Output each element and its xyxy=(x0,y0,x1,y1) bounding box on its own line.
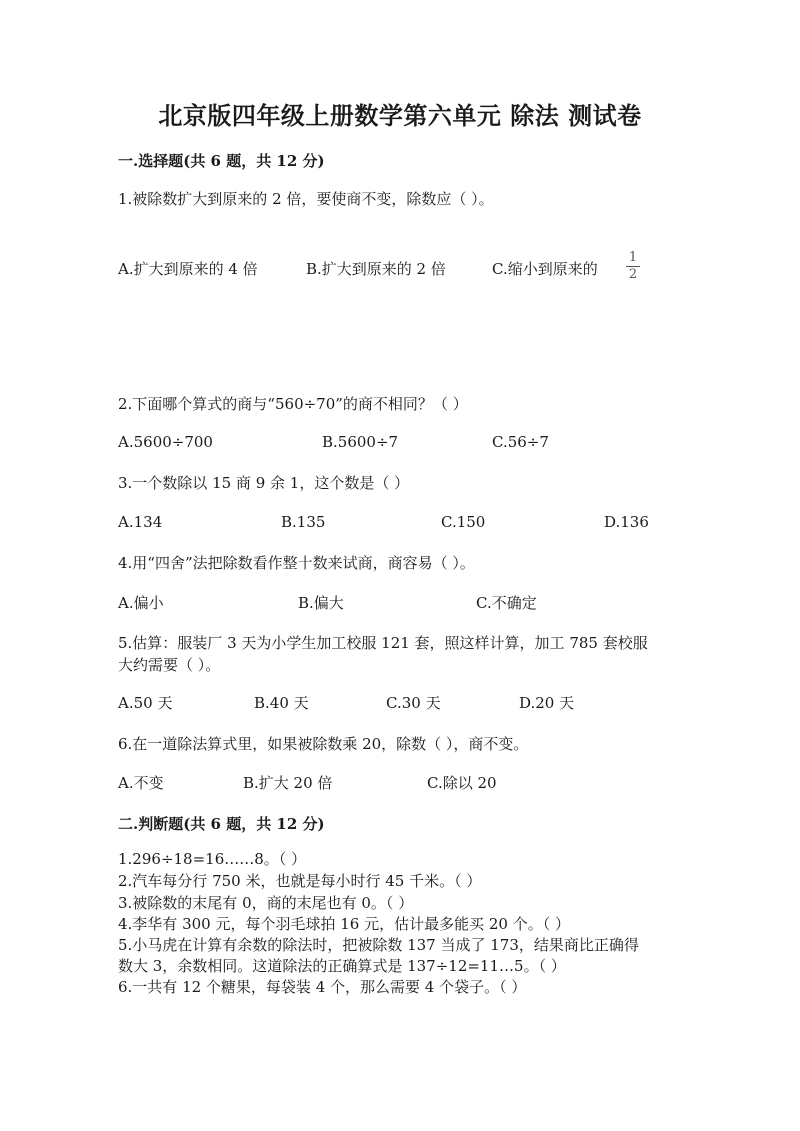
question-6-option-c[interactable]: C.除以 20 xyxy=(427,774,497,792)
judgement-item-5-line-2: 数大 3，余数相同。这道除法的正确算式是 137÷12=11…5。（ ） xyxy=(118,957,566,975)
question-3-option-d[interactable]: D.136 xyxy=(604,513,649,531)
question-6-text: 6.在一道除法算式里，如果被除数乘 20，除数（ ），商不变。 xyxy=(118,735,529,753)
question-2-text: 2.下面哪个算式的商与“560÷70”的商不相同？（ ） xyxy=(118,395,468,413)
question-5-option-a[interactable]: A.50 天 xyxy=(118,694,173,712)
question-5-text-line-2: 大约需要（ ）。 xyxy=(118,656,221,674)
question-2-option-c[interactable]: C.56÷7 xyxy=(492,433,549,451)
question-4-text: 4.用“四舍”法把除数看作整十数来试商，商容易（ ）。 xyxy=(118,554,475,572)
question-4-option-c[interactable]: C.不确定 xyxy=(476,594,537,612)
fraction-one-half xyxy=(624,251,642,282)
question-5-option-d[interactable]: D.20 天 xyxy=(519,694,575,712)
question-3-option-a[interactable]: A.134 xyxy=(118,513,163,531)
judgement-item-6: 6.一共有 12 个糖果，每袋装 4 个，那么需要 4 个袋子。（ ） xyxy=(118,978,527,996)
question-1-option-b[interactable]: B.扩大到原来的 2 倍 xyxy=(306,260,446,278)
judgement-item-1: 1.296÷18=16……8。（ ） xyxy=(118,850,307,868)
question-5-option-c[interactable]: C.30 天 xyxy=(386,694,441,712)
fraction-denominator: 2 xyxy=(628,267,638,282)
fraction-numerator: 1 xyxy=(628,250,638,265)
judgement-item-2: 2.汽车每分行 750 米，也就是每小时行 45 千米。（ ） xyxy=(118,872,482,890)
question-1-option-c[interactable]: C.缩小到原来的 xyxy=(492,260,598,278)
question-6-option-a[interactable]: A.不变 xyxy=(118,774,164,792)
question-2-option-b[interactable]: B.5600÷7 xyxy=(322,433,399,451)
judgement-item-3: 3.被除数的末尾有 0，商的末尾也有 0。（ ） xyxy=(118,894,414,912)
section-heading-judgement: 二.判断题(共 6 题，共 12 分) xyxy=(118,815,325,833)
question-6-option-b[interactable]: B.扩大 20 倍 xyxy=(243,774,333,792)
question-1-option-a[interactable]: A.扩大到原来的 4 倍 xyxy=(118,260,258,278)
question-5-text-line-1: 5.估算：服装厂 3 天为小学生加工校服 121 套，照这样计算，加工 785 套校服 xyxy=(118,634,648,652)
question-3-option-b[interactable]: B.135 xyxy=(281,513,326,531)
judgement-item-5-line-1: 5.小马虎在计算有余数的除法时，把被除数 137 当成了 173，结果商比正确得 xyxy=(118,936,639,954)
question-3-text: 3.一个数除以 15 商 9 余 1，这个数是（ ） xyxy=(118,474,410,492)
question-4-option-b[interactable]: B.偏大 xyxy=(298,594,344,612)
question-3-option-c[interactable]: C.150 xyxy=(441,513,486,531)
judgement-item-4: 4.李华有 300 元，每个羽毛球拍 16 元，估计最多能买 20 个。（ ） xyxy=(118,915,570,933)
question-1-text: 1.被除数扩大到原来的 2 倍，要使商不变，除数应（ ）。 xyxy=(118,190,494,208)
question-5-option-b[interactable]: B.40 天 xyxy=(254,694,309,712)
page-title: 北京版四年级上册数学第六单元 除法 测试卷 xyxy=(158,101,642,130)
question-2-option-a[interactable]: A.5600÷700 xyxy=(118,433,213,451)
section-heading-choice: 一.选择题(共 6 题，共 12 分) xyxy=(118,152,325,170)
question-4-option-a[interactable]: A.偏小 xyxy=(118,594,164,612)
